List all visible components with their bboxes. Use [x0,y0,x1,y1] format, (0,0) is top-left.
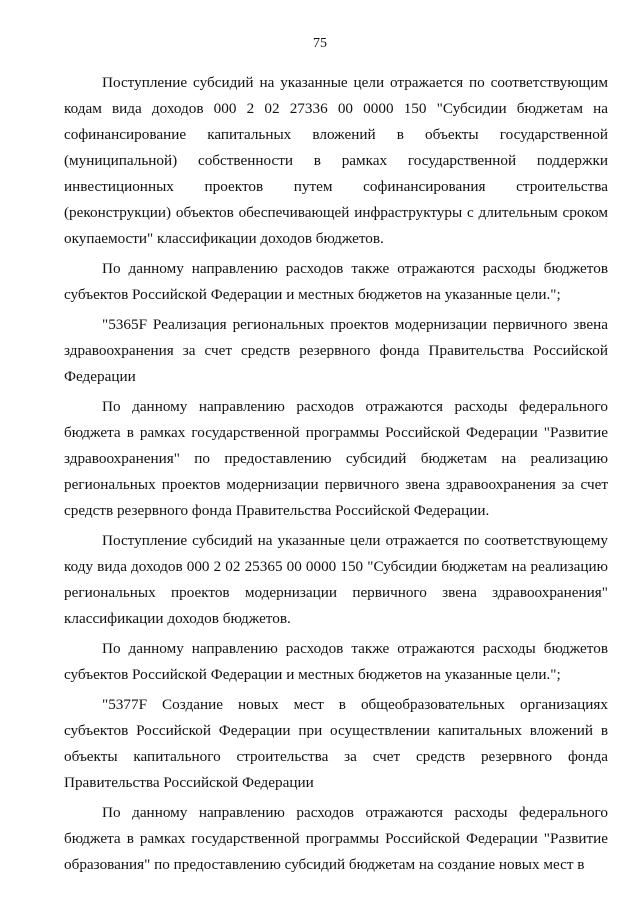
paragraph: По данному направлению расходов отражаются расходы федерального бюджета в рамках государственной программы Российской Федерации "Развитие здравоохранения" по предоставлению субсидий бюджетам на реализацию региональных проектов модернизации первичного звена здравоохранения за счет средств резервного фонда Правительства Российской Федерации. [64,398,608,519]
paragraph: "5377F Создание новых мест в общеобразовательных организациях субъектов Российской Федерации при осуществлении капитальных вложений в объекты капитального строительства за счет средств резервного фонда Правительства Российской Федерации [64,696,608,791]
paragraph: По данному направлению расходов отражаются расходы федерального бюджета в рамках государственной программы Российской Федерации "Развитие образования" по предоставлению субсидий бюджетам на создание новых мест в [64,804,608,873]
paragraph: Поступление субсидий на указанные цели отражается по соответствующим кодам вида доходов 000 2 02 27336 00 0000 150 "Субсидии бюджетам на софинансирование капитальных вложений в объекты государственной (муниципальной) собственности в рамках государственной поддержки инвестиционных проектов путем софинансирования строительства (реконструкции) объектов обеспечивающей инфраструктуры с длительным сроком окупаемости" классификации доходов бюджетов. [64,74,608,247]
paragraph: По данному направлению расходов также отражаются расходы бюджетов субъектов Российской Федерации и местных бюджетов на указанные цели."; [64,260,608,303]
paragraph: По данному направлению расходов также отражаются расходы бюджетов субъектов Российской Федерации и местных бюджетов на указанные цели."; [64,640,608,683]
document-body [64,70,608,878]
paragraph: "5365F Реализация региональных проектов модернизации первичного звена здравоохранения за счет средств резервного фонда Правительства Российской Федерации [64,316,608,385]
paragraph: Поступление субсидий на указанные цели отражается по соответствующему коду вида доходов 000 2 02 25365 00 0000 150 "Субсидии бюджетам на реализацию региональных проектов модернизации первичного звена здравоохранения" классификации доходов бюджетов. [64,532,608,627]
page-number: 75 [313,36,327,51]
